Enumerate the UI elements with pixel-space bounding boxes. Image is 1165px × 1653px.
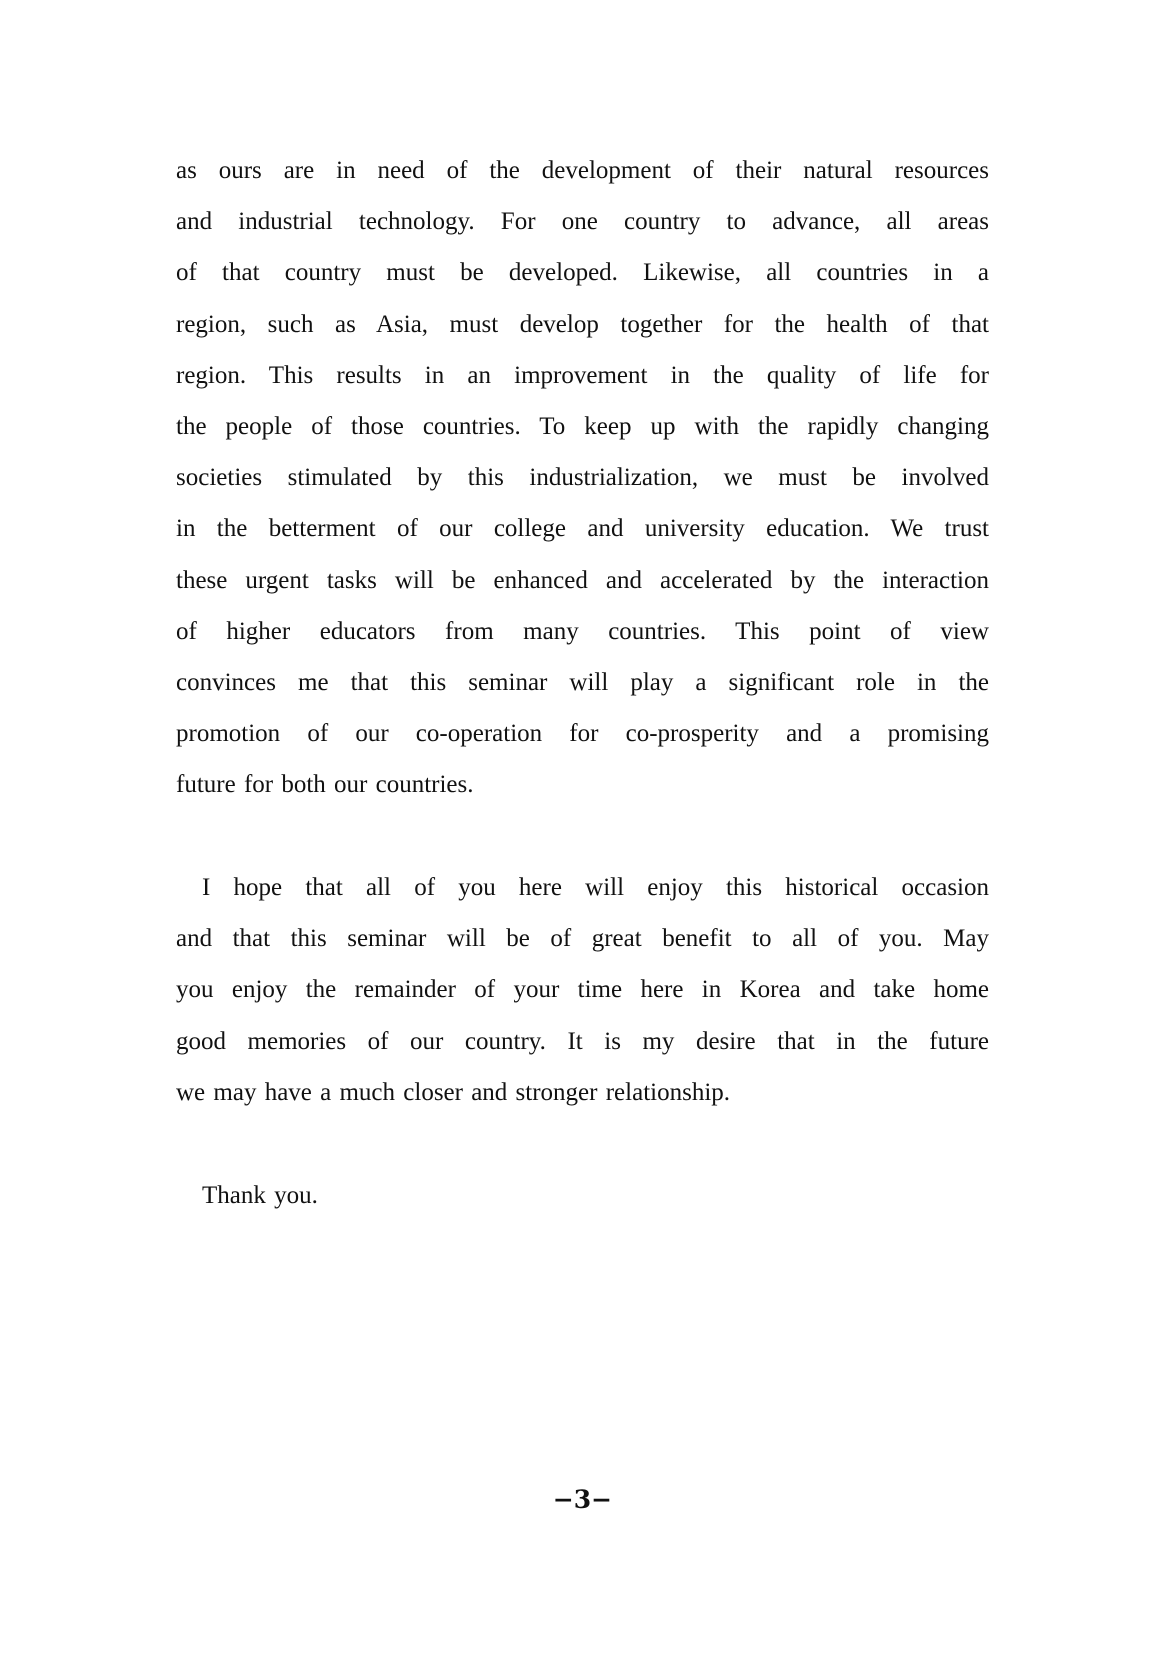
paragraph-line: promotion of our co-operation for co-prosperity and a promising <box>176 720 989 748</box>
page-number: −3− <box>552 1485 613 1514</box>
paragraph-line: and industrial technology. For one country to advance, all areas <box>176 208 989 236</box>
paragraph-line: we may have a much closer and stronger relationship. <box>176 1078 731 1106</box>
paragraph-line: and that this seminar will be of great benefit to all of you. May <box>176 925 989 953</box>
paragraph-line: the people of those countries. To keep up with the rapidly changing <box>176 412 989 440</box>
paragraph-line: you enjoy the remainder of your time here in Korea and take home <box>176 976 989 1004</box>
paragraph-line: of that country must be developed. Likewise, all countries in a <box>176 259 989 287</box>
paragraph-line: convinces me that this seminar will play a significant role in the <box>176 668 989 696</box>
paragraph-1 <box>176 145 989 810</box>
paragraph-line: of higher educators from many countries. This point of view <box>176 617 989 645</box>
paragraph-line: good memories of our country. It is my desire that in the future <box>176 1027 989 1055</box>
paragraph-line: societies stimulated by this industrialization, we must be involved <box>176 464 989 492</box>
paragraph-line: in the betterment of our college and university education. We trust <box>176 515 989 543</box>
closing-line: Thank you. <box>202 1182 318 1209</box>
paragraph-line: region. This results in an improvement in the quality of life for <box>176 361 989 389</box>
paragraph-line: these urgent tasks will be enhanced and accelerated by the interaction <box>176 566 989 594</box>
paragraph-line: as ours are in need of the development of their natural resources <box>176 157 989 184</box>
paragraph-line: future for both our countries. <box>176 771 474 799</box>
paragraph-2 <box>176 862 989 1118</box>
paragraph-line: region, such as Asia, must develop together for the health of that <box>176 310 989 338</box>
paragraph-line: I hope that all of you here will enjoy this historical occasion <box>202 874 989 901</box>
